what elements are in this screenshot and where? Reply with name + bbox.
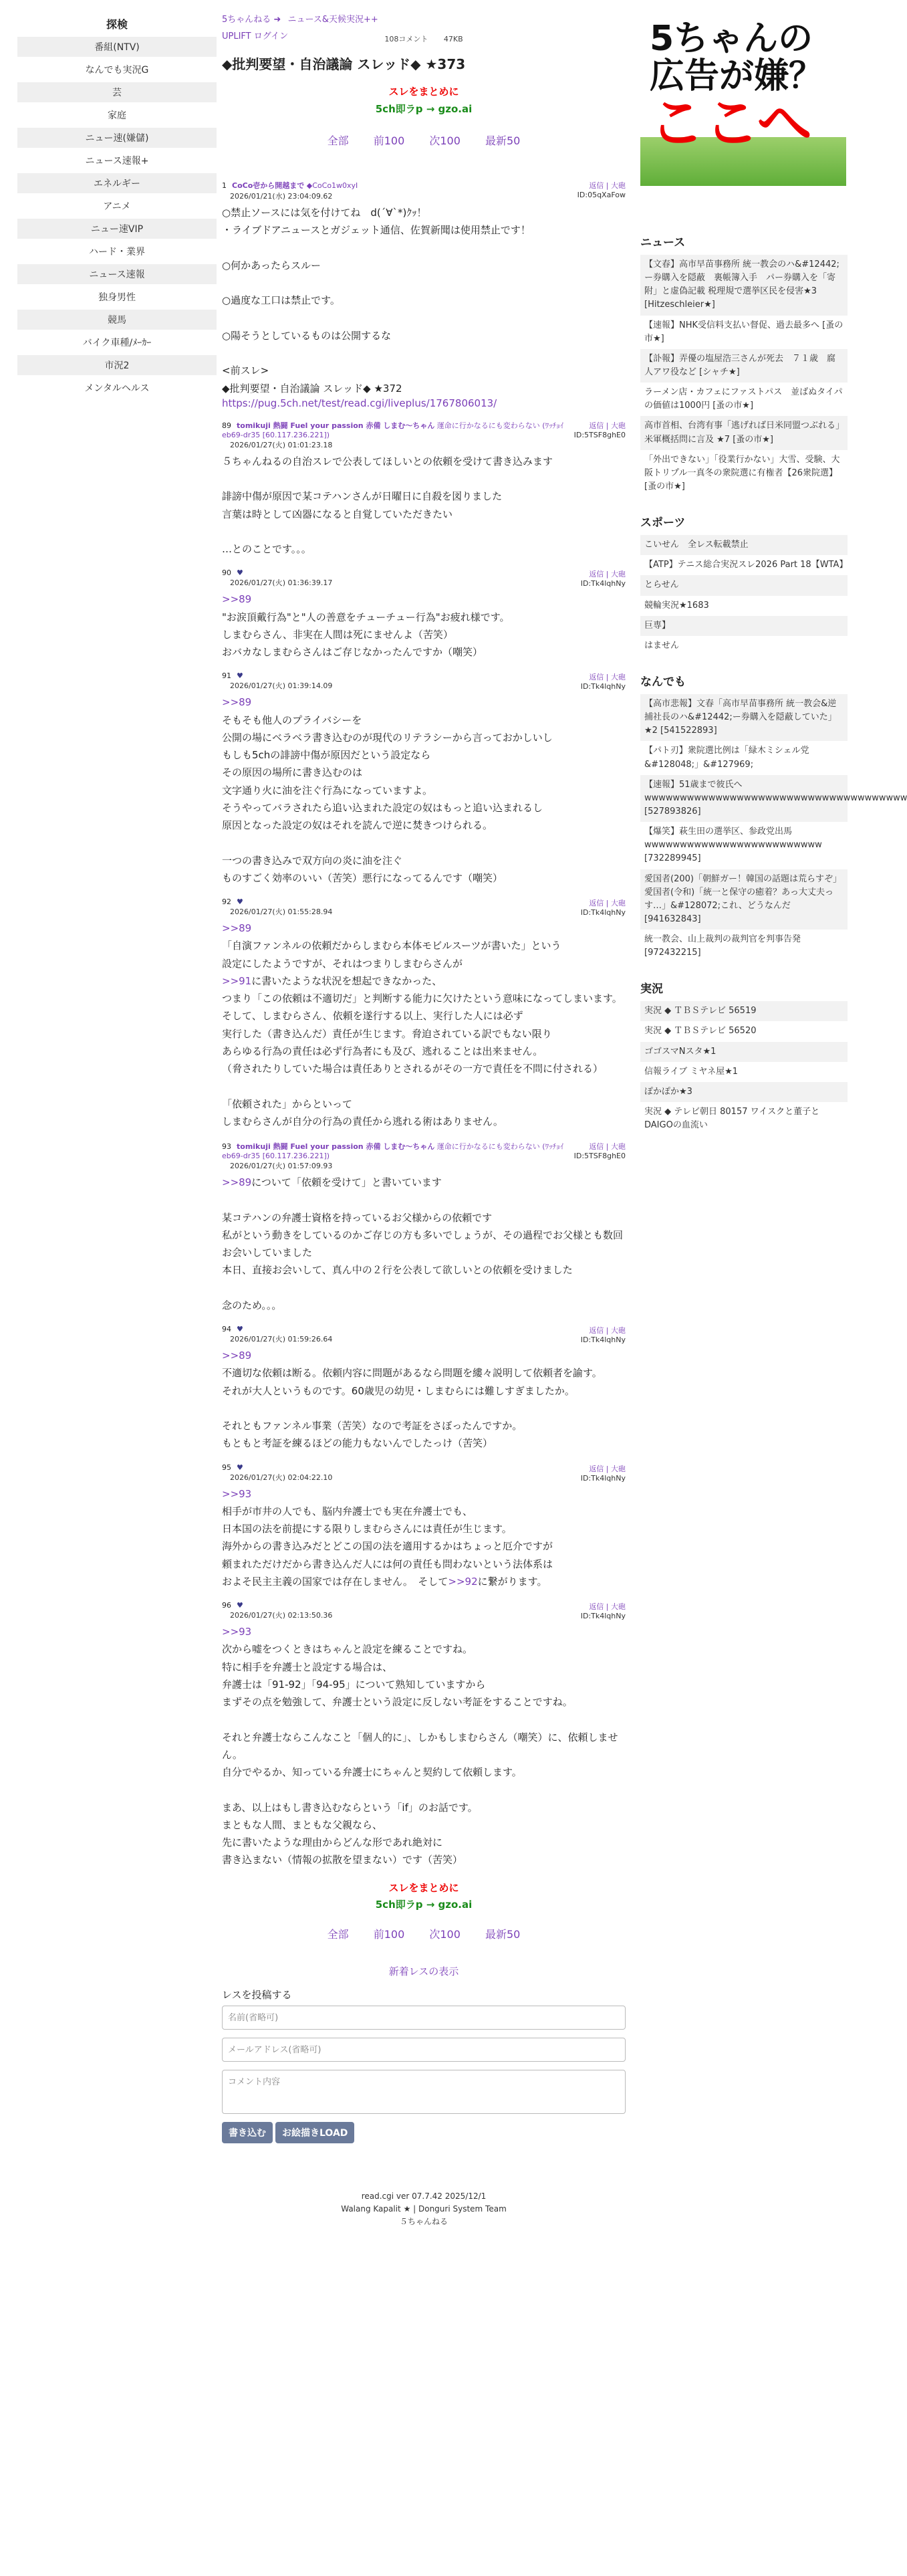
sidebar-item[interactable]: アニメ	[17, 196, 217, 216]
reply-link[interactable]: 返信 | 大砲	[589, 181, 626, 190]
post-date: 2026/01/27(火) 02:13:50.36	[230, 1611, 333, 1620]
post-actions	[581, 1601, 626, 1620]
promo-line1: スレをまとめに	[388, 86, 459, 98]
post-header	[222, 420, 626, 450]
news-item[interactable]: 【文春】高市早苗事務所 統一教会のハ&#12442;ー券購入を隠蔽 裏帳簿入手 パー券購入を「寄附」と虚偽記載 税理規で選挙区民を侵害★3 [Hitzeschleier★]	[640, 255, 848, 316]
reply-anchor[interactable]: >>89	[222, 922, 252, 934]
sidebar-item[interactable]: ニュース速報+	[17, 150, 217, 171]
post-body: >>89 「自演ファンネルの依頼だからしまむら本体モビルスーツが書いた」という 設定にしたようですが、それはつまりしまむらさんが >>91に書いたような状況を想起できなかった、 つまり「この依頼は不適切だ」と判断する能力に欠けたという意味になってしまいます。 そして、しまむらさん、依頼を遂行する以上、実行した人には必ず 実行した（書き込んだ）責任が生じます。脅迫されている訳でもない限り あらゆる行為の責任は必ず行為者にも及び、逃れることは出来ません。 （脅されたりしていた場合は責任ありとされるがその一方で責任を不問に付される） 「依頼された」からといって しまむらさんが自分の行為の責任から逃れる術はありません。	[222, 922, 622, 1128]
news-item[interactable]: ラーメン店・カフェにファストパス 並ばぬタイパの価値は1000円 [蚤の市★]	[640, 383, 848, 416]
sidebar-item[interactable]: バイク車種/ﾒｰｶｰ	[17, 332, 217, 352]
reply-anchor[interactable]: >>93	[222, 1626, 252, 1638]
heart-icon[interactable]: ♥	[237, 897, 243, 906]
post-meta	[222, 1601, 332, 1620]
sports-item[interactable]: 巨専】	[640, 616, 848, 636]
post-body: >>89 不適切な依頼は断る。依頼内容に問題があるなら問題を縷々説明して依頼者を諭す。 それが大人というものです。60歳児の幼児・しまむらには難しすぎましたか。 それともファンネル事業（苦笑）なので考証をさぼったんですか。 もともと考証を練るほどの能力もないんでしたっけ（苦笑）	[222, 1350, 602, 1450]
post-meta	[222, 1463, 332, 1483]
post-date: 2026/01/27(火) 02:04:22.10	[230, 1473, 333, 1482]
sports-item[interactable]: 競輪実況★1683	[640, 596, 848, 616]
reply-anchor[interactable]: >>89	[222, 696, 252, 709]
reply-cannon-links	[581, 671, 626, 682]
reply-anchor[interactable]: >>93	[222, 1487, 252, 1500]
news-item[interactable]: 「外出できない」「役業行かない」大雪、受験、大阪トリプル一真冬の衆院選に有権者【26衆院選】[蚤の市★]	[640, 450, 848, 497]
ad-banner[interactable]	[640, 12, 846, 186]
post-body: >>89 そもそも他人のプライバシーを 公開の場にベラベラ書き込むのが現代のリテラシーから言っておかしいし もしも5chの誹謗中傷が原因だという設定なら その原因の場所に書き込むのは 文字通り火に油を注ぐ行為になっていますよ。 そうやってバラされたら追い込まれた設定の奴はもっと追い込まれるし 原因となった設定の奴はそれを読んで逆に焚きつけられる。 一つの書き込みで双方向の炎に油を注ぐ ものすごく効率のいい（苦笑）悪行になってるんです（嘲笑）	[222, 696, 553, 884]
reply-cannon-links	[581, 1325, 626, 1335]
footer-team: Walang Kapalit ★ | Donguri System Team	[341, 2204, 507, 2214]
post	[222, 420, 626, 558]
sidebar-item[interactable]: 競馬	[17, 310, 217, 330]
nandemo-item[interactable]: 愛国者(200)「朝鮮ガー！韓国の話題は荒らすぞ」愛国者(令和)「統一と保守の癒着？あっ大丈夫っす…」&#128072;これ、どうなんだ [941632843]	[640, 869, 848, 930]
sports-title: スポーツ	[640, 516, 686, 530]
jikkyo-item[interactable]: 実況 ◆ テレビ朝日 80157 ワイスクと董子とDAIGOの血流い	[640, 1102, 848, 1136]
sidebar-item[interactable]: ハード・業界	[17, 241, 217, 261]
heart-icon[interactable]: ♥	[237, 568, 243, 578]
post-date: 2026/01/27(火) 01:39:14.09	[230, 681, 333, 691]
post-actions	[577, 180, 626, 199]
pager-latest[interactable]: 最新50	[485, 134, 521, 147]
post-date: 2026/01/27(火) 01:01:23.18	[230, 440, 333, 449]
reply-cannon-links	[577, 180, 626, 191]
reply-anchor[interactable]: >>89	[222, 1350, 252, 1362]
post-number[interactable]: 93	[222, 1142, 231, 1151]
post-header	[222, 671, 626, 691]
pager-top	[222, 132, 626, 148]
reply-anchor[interactable]: >>91	[222, 974, 252, 987]
post-header	[222, 897, 626, 917]
sidebar-item[interactable]: 家庭	[17, 105, 217, 125]
post-number[interactable]: 1	[222, 181, 227, 190]
nandemo-title: なんでも	[640, 675, 686, 689]
sports-item[interactable]: とらせん	[640, 575, 848, 595]
post-id: ID:5TSF8ghE0	[573, 430, 626, 439]
crumb-board-link[interactable]: ニュース&天候実況++	[287, 15, 378, 25]
post-actions	[574, 1141, 626, 1160]
ad-line1: 5ちゃんの	[650, 19, 813, 59]
post-header	[222, 1141, 626, 1171]
sidebar-item[interactable]: 芸	[17, 82, 217, 102]
sidebar-item[interactable]: ニュー速(嫌儲)	[17, 128, 217, 148]
post	[222, 1325, 626, 1453]
sports-item[interactable]: はません	[640, 636, 848, 656]
pager-prev[interactable]: 前100	[373, 134, 405, 147]
ad-line3: ここへ	[650, 92, 812, 155]
post-name: tomikuji 熱闘 Fuel your passion 赤備 しまむ〜ちゃん	[237, 1142, 435, 1151]
post-body: >>89 "お涙頂戴行為"と"人の善意をチューチュー行為"お疲れ様です。 しまむらさん、非実在人間は死にませんよ（苦笑） おバカなしまむらさんはご存じなかったんですか（嘲笑）	[222, 593, 510, 658]
post-name: tomikuji 熱闘 Fuel your passion 赤備 しまむ〜ちゃん	[237, 421, 435, 430]
post-date: 2026/01/27(火) 01:36:39.17	[230, 578, 333, 588]
sports-section	[640, 513, 848, 656]
thread-title: ◆批判要望・自治議論 スレッド◆ ★373	[222, 56, 466, 72]
news-item[interactable]: 【速報】NHK受信料支払い督促、過去最多へ [蚤の市★]	[640, 316, 848, 349]
post-id: ID:Tk4lqhNy	[580, 579, 626, 588]
nandemo-item[interactable]: 【速報】51歳まで彼氏へwwwwwwwwwwwwwwwwwwwwwwwwwwwwwwwwwwwww [527893826]	[640, 775, 848, 822]
post-number[interactable]: 96	[222, 1601, 231, 1610]
sidebar-item[interactable]: ニュース速報	[17, 264, 217, 284]
jikkyo-item[interactable]: ゴゴスマNスタ★1	[640, 1042, 848, 1062]
email-field[interactable]: メールアドレス(省略可)	[222, 2038, 626, 2062]
news-item[interactable]: 【訃報】弄優の塩屋浩三さんが死去 ７１歳 腐人アワ役など [シャチ★]	[640, 349, 848, 383]
promo-line1: スレをまとめに	[388, 1881, 459, 1894]
sidebar-list	[17, 37, 217, 398]
post	[222, 897, 626, 1130]
promo-banner[interactable]	[222, 84, 626, 118]
post-body: ５ちゃんねるの自治スレで公表してほしいとの依頼を受けて書き込みます 誹謗中傷が原因で某コテハンさんが日曜日に自殺を図りました 言葉は時として凶器になると自覚していただきたい …とのことです。。。	[222, 455, 553, 555]
footer	[222, 2190, 626, 2229]
post-list	[222, 180, 626, 1869]
post-actions	[581, 568, 626, 588]
name-field[interactable]: 名前(省略可)	[222, 2006, 626, 2030]
post-meta	[222, 180, 358, 201]
post-meta	[222, 897, 332, 917]
post	[222, 671, 626, 887]
new-responses-link[interactable]: 新着レスの表示	[388, 1965, 459, 1977]
post-form	[222, 1988, 626, 2143]
breadcrumb	[222, 12, 626, 25]
post-actions	[581, 1325, 626, 1344]
reply-link[interactable]: 返信 | 大砲	[589, 1602, 626, 1611]
sidebar-item[interactable]: なんでも実況G	[17, 60, 217, 80]
post-meta	[222, 568, 332, 588]
news-item[interactable]: 高市首相、台湾有事「逃げれば日米同盟つぶれる」米軍概括問に言及 ★7 [蚤の市★]	[640, 416, 848, 449]
promo-line2: 5ch即ラp → gzo.ai	[375, 1899, 473, 1911]
right-sidebar	[640, 12, 907, 1136]
post-date: 2026/01/21(水) 23:04:09.62	[230, 192, 333, 201]
pager-bottom	[222, 1926, 626, 1941]
post-number[interactable]: 92	[222, 897, 231, 906]
post	[222, 180, 626, 409]
reply-link[interactable]: 返信 | 大砲	[589, 673, 626, 682]
jikkyo-item[interactable]: 実況 ◆ ＴＢＳテレビ 56520	[640, 1021, 848, 1041]
post-number[interactable]: 94	[222, 1325, 231, 1333]
promo-line2: 5ch即ラp → gzo.ai	[375, 102, 473, 115]
post-actions	[581, 897, 626, 917]
heart-icon[interactable]: ♥	[237, 1463, 243, 1472]
post-meta	[222, 420, 574, 450]
post-header	[222, 1325, 626, 1344]
post-body: >>93 相手が市井の人でも、脳内弁護士でも実在弁護士でも、 日本国の法を前提にする限りしまむらさんには責任が生じます。 海外からの書き込みだとどこの国の法を適用するかはちょっと厄介ですが 頼まれただけだから書き込んだ人には何の責任も問わないという法体系は およそ民主主義の国家では存在しません。 そして>>92に繋がります。	[222, 1487, 553, 1588]
reply-link[interactable]: 返信 | 大砲	[589, 899, 626, 907]
reply-cannon-links	[581, 1463, 626, 1474]
post	[222, 1141, 626, 1314]
sidebar-item[interactable]: 番組(NTV)	[17, 37, 217, 57]
reply-anchor[interactable]: >>89	[222, 593, 252, 606]
jikkyo-title: 実況	[640, 982, 663, 996]
post-id: ID:Tk4lqhNy	[580, 682, 626, 691]
pager-next[interactable]: 次100	[429, 134, 461, 147]
post-header	[222, 180, 626, 201]
post-body: ○禁止ソースには気を付けてね d(´∀`*)ｸｯ！ ・ライブドアニュースとガジェット通信、佐賀新聞は使用禁止です！ ○何かあったらスルー ○過度な工口は禁止です。 ○陽そうとしているものは公開するな <前スレ> ◆批判要望・自治議論 スレッド◆ ★372	[222, 207, 531, 395]
post-number[interactable]: 91	[222, 671, 231, 681]
crumb-home-link[interactable]: 5ちゃんねる	[222, 15, 271, 25]
sidebar-item[interactable]: メンタルヘルス	[17, 378, 217, 398]
crumb-arrow-icon: ➜	[273, 15, 281, 25]
post	[222, 568, 626, 661]
reply-link[interactable]: 返信 | 大砲	[589, 1464, 626, 1473]
post-number[interactable]: 90	[222, 568, 231, 578]
pager-all[interactable]: 全部	[327, 134, 349, 147]
ad-line2: 広告が嫌？	[650, 56, 824, 96]
post-header	[222, 1463, 626, 1483]
reply-link[interactable]: 返信 | 大砲	[589, 421, 626, 430]
post-trip: ◆CoCo1w0xyI	[306, 181, 358, 190]
post-id: ID:Tk4lqhNy	[580, 908, 626, 917]
post-name: CoCo壱から開越まで	[232, 181, 305, 190]
post-id: ID:Tk4lqhNy	[580, 1335, 626, 1344]
reply-anchor[interactable]: >>89	[222, 1176, 252, 1188]
main-thread	[222, 12, 626, 2228]
post-actions	[581, 1463, 626, 1483]
post-meta	[222, 671, 332, 691]
nandemo-item[interactable]: 【爆笑】萩生田の選挙区、参政党出馬wwwwwwwwwwwwwwwwwwwwwwwww [732289945]	[640, 822, 848, 869]
reply-cannon-links	[581, 568, 626, 579]
footer-version: read.cgi ver 07.7.42 2025/12/1	[361, 2191, 487, 2201]
sidebar-item[interactable]: エネルギー	[17, 173, 217, 193]
comment-count: 108コメント	[384, 35, 428, 43]
nandemo-section	[640, 672, 907, 963]
thread-link[interactable]: https://pug.5ch.net/test/read.cgi/liveplus/1767806013/	[222, 397, 497, 409]
nandemo-item[interactable]: 【パト刃】衆院選比例は「緑木ミシェル党&#128048;」&#127969;	[640, 741, 848, 774]
reply-link[interactable]: 返信 | 大砲	[589, 570, 626, 579]
reply-link[interactable]: 返信 | 大砲	[589, 1326, 626, 1335]
form-label: レスを投稿する	[222, 1988, 292, 2001]
post-body: >>93 次から嘘をつくときはちゃんと設定を練ることですね。 特に相手を弁護士と設定する場合は、 弁護士は「91-92」「94-95」について熟知していますから まずその点を勉強して、弁護士という設定に反しない考証をすることですね。 それと弁護士ならこんなこと「個人的に」、しかもしまむらさん（嘲笑）に、依頼しません。 自分でやるか、知っている弁護士にちゃんと契約して依頼します。 まあ、以上はもし書き込むならという「if」のお話です。 まともな人間、まともな父親なら、 先に書いたような理由からどんな形であれ絶対に 書き込まない（情報の拡散を望まない）です（苦笑）	[222, 1626, 618, 1866]
sports-item[interactable]: こいせん 全レス転載禁止	[640, 535, 848, 555]
sidebar-item[interactable]: ニュー速VIP	[17, 219, 217, 239]
heart-icon[interactable]: ♥	[237, 1601, 243, 1610]
reply-cannon-links	[581, 1601, 626, 1612]
footer-site: ５ちゃんねる	[399, 2216, 448, 2226]
reply-cannon-links	[574, 1141, 626, 1152]
post-id: ID:Tk4lqhNy	[580, 1612, 626, 1620]
post	[222, 1601, 626, 1869]
reply-cannon-links	[581, 897, 626, 908]
reply-anchor[interactable]: >>92	[448, 1575, 478, 1588]
post-actions	[574, 420, 626, 439]
jikkyo-section	[640, 979, 848, 1136]
post-date: 2026/01/27(火) 01:57:09.93	[230, 1162, 333, 1170]
pager-all[interactable]: 全部	[327, 1927, 349, 1941]
heart-icon[interactable]: ♥	[237, 1325, 243, 1333]
post-id: ID:05qXaFow	[577, 191, 626, 199]
post-body: >>89について「依頼を受けて」と書いています 某コテハンの弁護士資格を持っているお父様からの依頼です 私がという動きをしているのかご存じの方も多いでしょうが、その過程でお父様とも数回お会いしていました 本日、直接お会いして、真ん中の２行を公表して欲しいとの依頼を受けました 念のため。。。	[222, 1176, 624, 1311]
pager-prev[interactable]: 前100	[373, 1927, 405, 1941]
reply-link[interactable]: 返信 | 大砲	[589, 1142, 626, 1151]
reply-cannon-links	[574, 420, 626, 431]
post-trip: 運命に行かなるにも変わらない (ﾜｯﾁｮｲ eb69-dr35 [60.117.236.221])	[222, 1142, 564, 1160]
thread-size: 47KB	[443, 35, 463, 43]
uplift-login-link[interactable]: UPLIFT ログイン	[222, 31, 289, 41]
post-header	[222, 568, 626, 588]
pager-next[interactable]: 次100	[429, 1927, 461, 1941]
promo-banner-bottom[interactable]	[222, 1880, 626, 1914]
sidebar-item[interactable]: 市況2	[17, 355, 217, 375]
post-number[interactable]: 89	[222, 421, 231, 430]
news-section	[640, 233, 848, 497]
nandemo-item[interactable]: 統一教会、山上裁判の裁判官を判事告発 [972432215]	[640, 930, 848, 963]
heart-icon[interactable]: ♥	[237, 671, 243, 681]
oekaki-load-button[interactable]: お絵描きLOAD	[275, 2122, 354, 2143]
post-id: ID:5TSF8ghE0	[573, 1152, 626, 1160]
post-trip: 運命に行かなるにも変わらない (ﾜｯﾁｮｲ eb69-dr35 [60.117.236.221])	[222, 421, 564, 439]
nandemo-item[interactable]: 【高市悲報】文春「高市早苗事務所 統一教会&逆捕社長のハ&#12442;ー券購入を隠蔽していた」★2 [541522893]	[640, 694, 848, 741]
jikkyo-item[interactable]: ぽかぽか★3	[640, 1082, 848, 1102]
submit-button[interactable]: 書き込む	[222, 2122, 273, 2143]
post-actions	[581, 671, 626, 691]
post-meta	[222, 1141, 574, 1171]
post	[222, 1463, 626, 1591]
post-header	[222, 1601, 626, 1620]
post-number[interactable]: 95	[222, 1463, 231, 1472]
post-meta	[222, 1325, 332, 1344]
sports-item[interactable]: 【ATP】テニス総合実況スレ2026 Part 18【WTA】	[640, 555, 848, 575]
comment-field[interactable]: コメント内容	[222, 2070, 626, 2114]
jikkyo-item[interactable]: 実況 ◆ ＴＢＳテレビ 56519	[640, 1001, 848, 1021]
left-sidebar	[17, 12, 217, 401]
pager-latest[interactable]: 最新50	[485, 1927, 521, 1941]
news-title: ニュース	[640, 236, 686, 249]
post-id: ID:Tk4lqhNy	[580, 1473, 626, 1483]
sidebar-title: 探検	[106, 18, 128, 31]
sidebar-item[interactable]: 独身男性	[17, 287, 217, 307]
post-date: 2026/01/27(火) 01:55:28.94	[230, 907, 333, 916]
jikkyo-item[interactable]: 信報ライブ ミヤネ屋★1	[640, 1062, 848, 1082]
post-date: 2026/01/27(火) 01:59:26.64	[230, 1335, 333, 1344]
